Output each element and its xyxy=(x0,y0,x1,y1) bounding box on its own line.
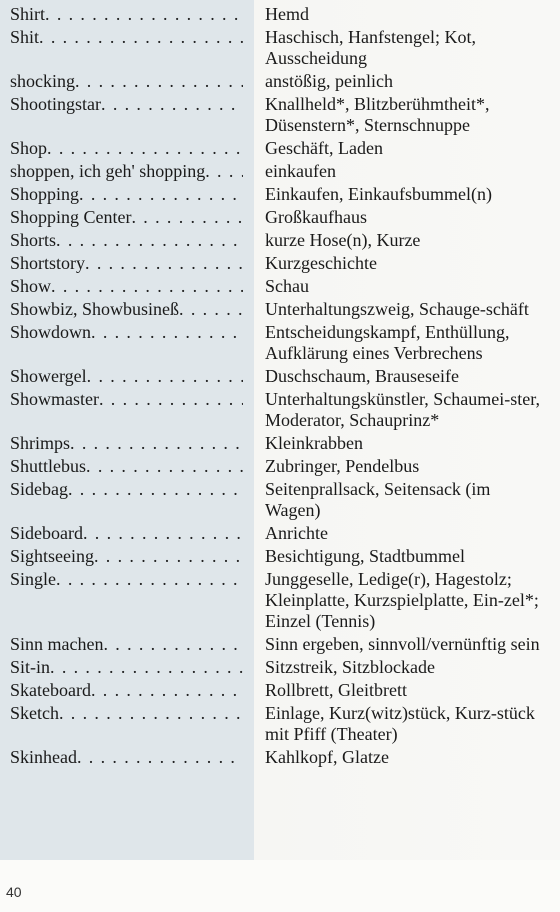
entry-term: Shit xyxy=(10,27,40,47)
entry-term: Shopping xyxy=(10,184,80,204)
dictionary-entry xyxy=(0,161,560,182)
entry-translation: Haschisch, Hanfstengel; Kot, Ausscheidung xyxy=(265,27,476,68)
dot-leader xyxy=(56,569,243,590)
dot-leader xyxy=(205,161,243,182)
entry-term-cell xyxy=(0,747,243,768)
dot-leader xyxy=(83,523,243,544)
dot-leader xyxy=(103,634,243,655)
entry-translation: Unterhaltungszweig, Schauge-schäft xyxy=(265,299,529,319)
entry-term: Shopping Center xyxy=(10,207,132,227)
dot-leader xyxy=(75,71,243,92)
entry-translation: Anrichte xyxy=(265,523,328,543)
entry-translation: Besichtigung, Stadtbummel xyxy=(265,546,465,566)
dot-leader xyxy=(56,230,243,251)
entry-translation: Knallheld*, Blitzberühmtheit*, Düsenstern*, Sternschnuppe xyxy=(265,94,490,135)
entry-term: Showdown xyxy=(10,322,92,342)
entry-translation: Kleinkrabben xyxy=(265,433,363,453)
entry-translation: Sitzstreik, Sitzblockade xyxy=(265,657,435,677)
dictionary-entry xyxy=(0,4,560,25)
entry-translation: Schau xyxy=(265,276,309,296)
dictionary-entry xyxy=(0,747,560,768)
dot-leader xyxy=(179,299,243,320)
dot-leader xyxy=(77,747,243,768)
entry-term-cell xyxy=(0,703,243,724)
dictionary-entry xyxy=(0,230,560,251)
entry-translation: Einkaufen, Einkaufsbummel(n) xyxy=(265,184,492,204)
entry-term: Showbiz, Showbusineß xyxy=(10,299,180,319)
entry-term-cell xyxy=(0,389,243,410)
dictionary-entry xyxy=(0,94,560,136)
entry-term: Showmaster xyxy=(10,389,99,409)
dictionary-entry xyxy=(0,433,560,454)
entry-term: Shootingstar xyxy=(10,94,102,114)
entry-term-cell xyxy=(0,456,243,477)
dictionary-entry xyxy=(0,703,560,745)
dot-leader xyxy=(50,657,243,678)
entry-term: Skateboard xyxy=(10,680,91,700)
entry-term-cell xyxy=(0,657,243,678)
entry-translation: Einlage, Kurz(witz)stück, Kurz-stück mit Pfiff (Theater) xyxy=(265,703,535,744)
entry-term: Skinhead xyxy=(10,747,77,767)
dictionary-entry xyxy=(0,184,560,205)
dictionary-entry xyxy=(0,546,560,567)
entry-term-cell xyxy=(0,184,243,205)
entry-term-cell xyxy=(0,322,243,343)
dictionary-entry xyxy=(0,634,560,655)
entry-term: Sit-in xyxy=(10,657,51,677)
dot-leader xyxy=(87,366,243,387)
entry-term: shocking xyxy=(10,71,75,91)
entry-term-cell xyxy=(0,27,243,48)
entry-term: Sketch xyxy=(10,703,59,723)
dot-leader xyxy=(79,184,243,205)
entry-term: Sightseeing xyxy=(10,546,94,566)
entry-term-cell xyxy=(0,230,243,251)
entry-term-cell xyxy=(0,253,243,274)
entry-translation: einkaufen xyxy=(265,161,336,181)
dot-leader xyxy=(132,207,244,228)
entry-term-cell xyxy=(0,479,243,500)
dictionary-entry xyxy=(0,389,560,431)
entry-translation: Hemd xyxy=(265,4,309,24)
entry-translation: Kahlkopf, Glatze xyxy=(265,747,389,767)
dictionary-entry xyxy=(0,523,560,544)
entry-term-cell xyxy=(0,276,243,297)
entry-term: Show xyxy=(10,276,52,296)
dot-leader xyxy=(47,138,243,159)
dot-leader xyxy=(68,479,243,500)
entry-term-cell xyxy=(0,71,243,92)
entry-translation: Kurzgeschichte xyxy=(265,253,377,273)
dot-leader xyxy=(45,4,243,25)
entry-translation: Duschschaum, Brauseseife xyxy=(265,366,459,386)
entry-term-cell xyxy=(0,366,243,387)
dictionary-entry xyxy=(0,366,560,387)
entry-term-cell xyxy=(0,299,243,320)
entry-translation: Sinn ergeben, sinnvoll/vernünftig sein xyxy=(265,634,540,654)
entry-term-cell xyxy=(0,138,243,159)
entry-term: Shuttlebus xyxy=(10,456,87,476)
dot-leader xyxy=(101,94,243,115)
dot-leader xyxy=(91,680,243,701)
dictionary-entry xyxy=(0,71,560,92)
entry-translation: Junggeselle, Ledige(r), Hagestolz; Kleinplatte, Kurzspielplatte, Ein-zel*; Einzel (Tennis) xyxy=(265,569,539,631)
entry-term-cell xyxy=(0,523,243,544)
entry-term: Sideboard xyxy=(10,523,83,543)
dictionary-entry xyxy=(0,276,560,297)
entry-translation: anstößig, peinlich xyxy=(265,71,393,91)
entry-term: Showergel xyxy=(10,366,87,386)
dictionary-entry xyxy=(0,253,560,274)
entry-term-cell xyxy=(0,433,243,454)
dot-leader xyxy=(51,276,243,297)
entry-term-cell xyxy=(0,634,243,655)
entry-term-cell xyxy=(0,94,243,115)
entry-term-cell xyxy=(0,546,243,567)
entry-translation: Großkaufhaus xyxy=(265,207,367,227)
entry-term: Single xyxy=(10,569,57,589)
entry-translation: Seitenprallsack, Seitensack (im Wagen) xyxy=(265,479,491,520)
dictionary-entry xyxy=(0,657,560,678)
dot-leader xyxy=(86,456,243,477)
entry-translation: Unterhaltungskünstler, Schaumei-ster, Moderator, Schauprinz* xyxy=(265,389,540,430)
entry-term: shoppen, ich geh' shopping xyxy=(10,161,206,181)
entry-translation: Entscheidungskampf, Enthüllung, Aufklärung eines Verbrechens xyxy=(265,322,510,363)
dictionary-entry xyxy=(0,479,560,521)
dot-leader xyxy=(59,703,243,724)
entry-term-cell xyxy=(0,161,243,182)
dictionary-entry xyxy=(0,207,560,228)
dictionary-entry xyxy=(0,138,560,159)
dot-leader xyxy=(70,433,243,454)
entry-translation: Rollbrett, Gleitbrett xyxy=(265,680,407,700)
entry-term: Sinn machen xyxy=(10,634,104,654)
dictionary-entry xyxy=(0,680,560,701)
dictionary-entry xyxy=(0,456,560,477)
entry-term: Shortstory xyxy=(10,253,86,273)
entry-term: Sidebag xyxy=(10,479,68,499)
entry-term-cell xyxy=(0,680,243,701)
dictionary-entry xyxy=(0,27,560,69)
dictionary-entry xyxy=(0,299,560,320)
dot-leader xyxy=(39,27,243,48)
entry-translation: Zubringer, Pendelbus xyxy=(265,456,420,476)
dot-leader xyxy=(85,253,243,274)
entry-term: Shorts xyxy=(10,230,57,250)
dot-leader xyxy=(91,322,243,343)
entry-list xyxy=(0,4,560,770)
entry-translation: Geschäft, Laden xyxy=(265,138,383,158)
entry-translation: kurze Hose(n), Kurze xyxy=(265,230,421,250)
dot-leader xyxy=(94,546,243,567)
entry-term: Shop xyxy=(10,138,48,158)
dot-leader xyxy=(99,389,243,410)
page-number: 40 xyxy=(6,884,22,900)
dictionary-entry xyxy=(0,322,560,364)
entry-term-cell xyxy=(0,207,243,228)
entry-term-cell xyxy=(0,4,243,25)
entry-term: Shirt xyxy=(10,4,46,24)
entry-term: Shrimps xyxy=(10,433,71,453)
dictionary-entry xyxy=(0,569,560,632)
entry-term-cell xyxy=(0,569,243,590)
